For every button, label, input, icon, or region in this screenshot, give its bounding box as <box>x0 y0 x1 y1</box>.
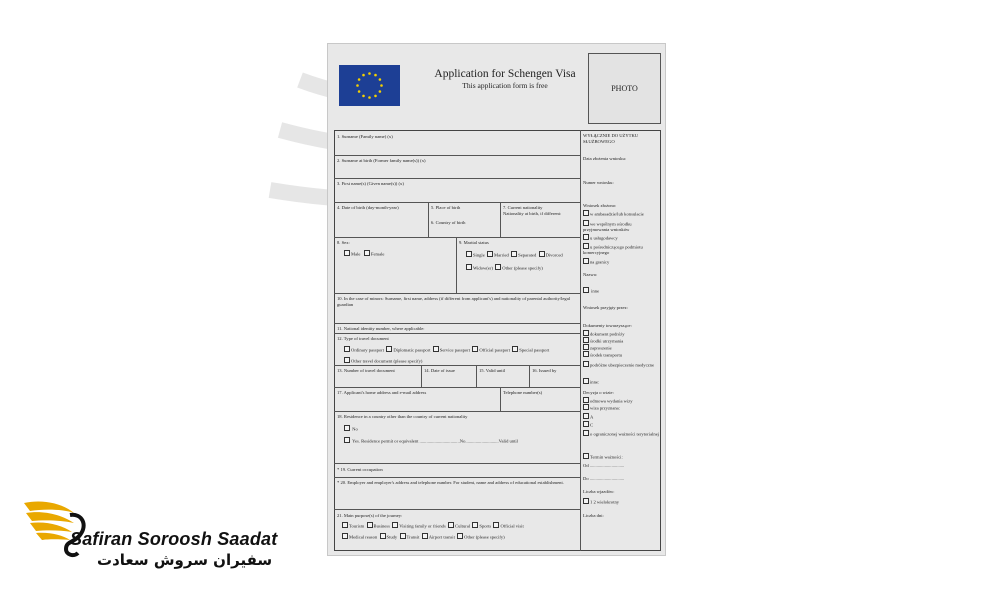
transit-label: Transit <box>406 534 420 540</box>
divorced-checkbox[interactable] <box>539 251 545 257</box>
official-visit-checkbox[interactable] <box>493 522 499 528</box>
field-doc-number[interactable]: 13. Number of travel document <box>337 368 395 373</box>
border-checkbox[interactable] <box>583 258 589 264</box>
female-checkbox[interactable] <box>364 250 370 256</box>
doc-means-checkbox[interactable] <box>583 337 589 343</box>
type-c-label: C <box>590 422 594 428</box>
doc-other-label: inne: <box>590 379 600 385</box>
other-purpose-checkbox[interactable] <box>457 533 463 539</box>
purpose-options-1[interactable] <box>342 522 524 529</box>
cultural-label: Cultural <box>455 523 471 529</box>
type-a-label: A <box>590 414 594 420</box>
photo-label: PHOTO <box>611 84 638 93</box>
valid-label: Termin ważności: <box>590 454 623 460</box>
study-label: Study <box>386 534 398 540</box>
type-c[interactable] <box>583 421 593 428</box>
family-checkbox[interactable] <box>392 522 398 528</box>
row-line <box>334 202 580 203</box>
married-label: Married <box>494 252 509 258</box>
limited-checkbox[interactable] <box>583 430 589 436</box>
office-other[interactable] <box>583 287 599 294</box>
row-line <box>334 155 580 156</box>
divorced-label: Divorced <box>545 252 563 258</box>
field-telephone[interactable]: Telephone number(s) <box>503 390 543 395</box>
eu-flag <box>339 65 400 106</box>
residence-no-checkbox[interactable] <box>344 425 350 431</box>
row-line <box>334 365 580 366</box>
entries-checkbox[interactable] <box>583 498 589 504</box>
field-first-name[interactable]: 3. First name(s) (Given name(s)) (x) <box>337 181 404 186</box>
field-place-of-birth[interactable]: 5. Place of birth <box>431 205 461 210</box>
field-marital-status: 9. Marital status <box>459 240 489 245</box>
office-other-checkbox[interactable] <box>583 287 589 293</box>
residence-yes[interactable] <box>344 437 518 444</box>
service-checkbox[interactable] <box>433 346 439 352</box>
marital-options-1[interactable] <box>466 251 563 258</box>
office-border[interactable] <box>583 258 609 265</box>
field-home-address[interactable]: 17. Applicant's home address and e-mail address <box>337 390 427 395</box>
limited-label: o ograniczonej ważności terytorialnej <box>590 431 660 437</box>
field-issued-by[interactable]: 16. Issued by <box>532 368 557 373</box>
field-valid-until[interactable]: 15. Valid until <box>479 368 506 373</box>
female-label: Female <box>370 251 385 257</box>
ordinary-checkbox[interactable] <box>344 346 350 352</box>
office-date-submitted: Data złożenia wniosku: <box>583 156 627 161</box>
single-checkbox[interactable] <box>466 251 472 257</box>
ordinary-label: Ordinary passport <box>351 347 385 353</box>
refused-checkbox[interactable] <box>583 397 589 403</box>
provider-checkbox[interactable] <box>583 220 589 226</box>
service-label: Service passport <box>439 347 471 353</box>
special-label: Special passport <box>519 347 550 353</box>
male-checkbox[interactable] <box>344 250 350 256</box>
field-surname-at-birth[interactable]: 2. Surname at birth (Former family name(s)) (x) <box>337 158 426 163</box>
row-line <box>334 237 580 238</box>
diplomatic-label: Diplomatic passport <box>393 347 431 353</box>
intermediary-checkbox[interactable] <box>583 234 589 240</box>
diplomatic-checkbox[interactable] <box>386 346 392 352</box>
office-intermediary[interactable] <box>583 234 618 241</box>
field-surname[interactable]: 1. Surname (Family name) (x) <box>337 134 393 139</box>
valid-checkbox[interactable] <box>583 453 589 459</box>
office-divider <box>580 130 581 551</box>
widow-checkbox[interactable] <box>466 264 472 270</box>
office-valid[interactable] <box>583 453 623 460</box>
field-purpose: 21. Main purpose(s) of the journey: <box>337 513 403 518</box>
embassy-checkbox[interactable] <box>583 210 589 216</box>
purpose-options-2[interactable] <box>342 533 505 540</box>
cell-line <box>428 202 429 237</box>
office-documents: Dokumenty towarzyszące: <box>583 323 632 328</box>
airport-label: Airport transit <box>428 534 455 540</box>
office-header: WYŁĄCZNIE DO UŻYTKU SŁUŻBOWEGO <box>583 133 639 144</box>
office-days: Liczba dni: <box>583 513 604 518</box>
doc-other[interactable] <box>583 378 599 385</box>
commercial-label: u pośredniczącego podmiotu komercyjnego <box>583 244 643 256</box>
office-app-number: Numer wniosku: <box>583 180 614 185</box>
cell-line <box>456 237 457 293</box>
doc-travel-checkbox[interactable] <box>583 330 589 336</box>
business-checkbox[interactable] <box>367 522 373 528</box>
doc-other-checkbox[interactable] <box>583 378 589 384</box>
airport-checkbox[interactable] <box>422 533 428 539</box>
issued-checkbox[interactable] <box>583 404 589 410</box>
doc-transport-label: środek transportu <box>590 352 623 358</box>
cell-line <box>476 365 477 387</box>
married-checkbox[interactable] <box>487 251 493 257</box>
other-marital-label: Other (please specify) <box>502 265 543 271</box>
cell-line <box>421 365 422 387</box>
sports-label: Sports <box>479 523 492 529</box>
travel-doc-other[interactable] <box>344 357 422 364</box>
medical-label: Medical reason <box>349 534 378 540</box>
type-limited[interactable] <box>583 430 659 437</box>
embassy-label: w ambasadzie/lub konsulacie <box>590 211 644 217</box>
separated-label: Separated <box>518 252 537 258</box>
type-a-checkbox[interactable] <box>583 413 589 419</box>
other-doc-checkbox[interactable] <box>344 357 350 363</box>
cell-line <box>500 202 501 237</box>
field-date-of-issue[interactable]: 14. Date of issue <box>424 368 455 373</box>
cell-line <box>500 387 501 411</box>
brand-name-en: Safiran Soroosh Saadat <box>70 529 278 549</box>
tourism-checkbox[interactable] <box>342 522 348 528</box>
study-checkbox[interactable] <box>380 533 386 539</box>
residence-no[interactable] <box>344 425 358 432</box>
field-nationality[interactable]: 7. Current nationality Nationality at birth, if different: <box>503 205 562 216</box>
field-minors[interactable]: 10. In the case of minors: Surname, first name, address (if different from applicant's) and nationality of parental authority/legal guardian <box>337 296 571 307</box>
transit-checkbox[interactable] <box>400 533 406 539</box>
residence-no-label: No <box>352 426 358 432</box>
field-employer[interactable]: * 20. Employer and employer's address and telephone number. For student, name and address of educational establishment. <box>337 480 564 485</box>
official-visit-label: Official visit <box>500 523 524 529</box>
tourism-label: Tourism <box>349 523 365 529</box>
doc-insurance-checkbox[interactable] <box>583 361 589 367</box>
field-residence: 18. Residence in a country other than the country of current nationality <box>337 414 468 419</box>
field-travel-document: 12. Type of travel document <box>337 336 389 341</box>
office-submitted-at: Wniosek złożono: <box>583 203 617 208</box>
intermediary-label: u usługodawcy <box>590 235 618 241</box>
photo-box <box>588 53 661 124</box>
office-commercial[interactable] <box>583 243 659 256</box>
office-until: Do .............................. <box>583 476 625 481</box>
row-line <box>334 323 580 324</box>
field-country-of-birth[interactable]: 6. Country of birth <box>431 220 466 225</box>
doc-means-label: środki utrzymania <box>590 338 624 344</box>
other-marital-checkbox[interactable] <box>495 264 501 270</box>
doc-insurance[interactable] <box>583 361 659 368</box>
field-occupation[interactable]: * 19. Current occupation <box>337 467 383 472</box>
cultural-checkbox[interactable] <box>448 522 454 528</box>
row-line <box>334 411 580 412</box>
medical-checkbox[interactable] <box>342 533 348 539</box>
marital-options-2[interactable] <box>466 264 543 271</box>
doc-transport[interactable] <box>583 351 622 358</box>
border-label: na granicy <box>590 259 610 265</box>
row-line <box>334 477 580 478</box>
form-title: Application for Schengen Visa <box>434 68 576 80</box>
residence-yes-label: Yes. Residence permit or equivalent ...................................No.............................Valid until <box>352 438 518 444</box>
residence-yes-checkbox[interactable] <box>344 437 350 443</box>
entries-values-label: 1 2 wielokrotny <box>590 499 620 505</box>
other-doc-label: Other travel document (please specify) <box>351 358 423 364</box>
widow-label: Widow(er) <box>473 265 493 271</box>
office-decision: Decyzja o wizie: <box>583 390 614 395</box>
male-label: Male <box>351 251 361 257</box>
brand-name-fa: سفیران سروش سعادت <box>97 551 273 569</box>
doc-invitation-checkbox[interactable] <box>583 344 589 350</box>
cell-line <box>529 365 530 387</box>
commercial-checkbox[interactable] <box>583 243 589 249</box>
doc-travel-label: dokument podróży <box>590 331 625 337</box>
office-entries-values[interactable] <box>583 498 619 505</box>
sex-options[interactable] <box>344 250 384 257</box>
office-provider[interactable] <box>583 220 659 233</box>
row-line <box>334 333 580 334</box>
office-entries: Liczba wjazdów: <box>583 489 615 494</box>
row-line <box>334 387 580 388</box>
row-line <box>334 463 580 464</box>
provider-label: we wspólnym ośrodku przyjmowania wniosków <box>583 221 632 233</box>
official-checkbox[interactable] <box>472 346 478 352</box>
doc-insurance-label: podróżne ubezpieczenie medyczne <box>590 362 655 368</box>
travel-doc-options[interactable] <box>344 346 549 353</box>
issued-label: wiza przyznana: <box>590 405 620 411</box>
office-embassy[interactable] <box>583 210 644 217</box>
official-label: Official passport <box>479 347 510 353</box>
sports-checkbox[interactable] <box>472 522 478 528</box>
single-label: Single <box>473 252 485 258</box>
office-other-label: inne <box>591 288 600 294</box>
decision-issued[interactable] <box>583 404 620 411</box>
type-a[interactable] <box>583 413 593 420</box>
row-line <box>334 293 580 294</box>
office-name: Nazwa: <box>583 272 598 277</box>
refused-label: odmowa wydania wizy <box>590 398 633 404</box>
office-received-by: Wniosek przyjęty przez: <box>583 305 628 310</box>
doc-invitation-label: zaproszenie <box>590 345 612 351</box>
row-line <box>334 178 580 179</box>
form-subtitle: This application form is free <box>462 81 548 90</box>
special-checkbox[interactable] <box>512 346 518 352</box>
field-sex: 8. Sex: <box>337 240 350 245</box>
business-label: Business <box>373 523 390 529</box>
other-purpose-label: Other (please specify) <box>464 534 505 540</box>
field-national-id[interactable]: 11. National identity number, where applicable: <box>337 326 425 331</box>
office-from: Od .............................. <box>583 463 625 468</box>
doc-transport-checkbox[interactable] <box>583 351 589 357</box>
row-line <box>334 509 580 510</box>
separated-checkbox[interactable] <box>511 251 517 257</box>
type-c-checkbox[interactable] <box>583 421 589 427</box>
family-label: Visiting family or friends <box>399 523 446 529</box>
field-date-of-birth[interactable]: 4. Date of birth (day-month-year) <box>337 205 399 210</box>
